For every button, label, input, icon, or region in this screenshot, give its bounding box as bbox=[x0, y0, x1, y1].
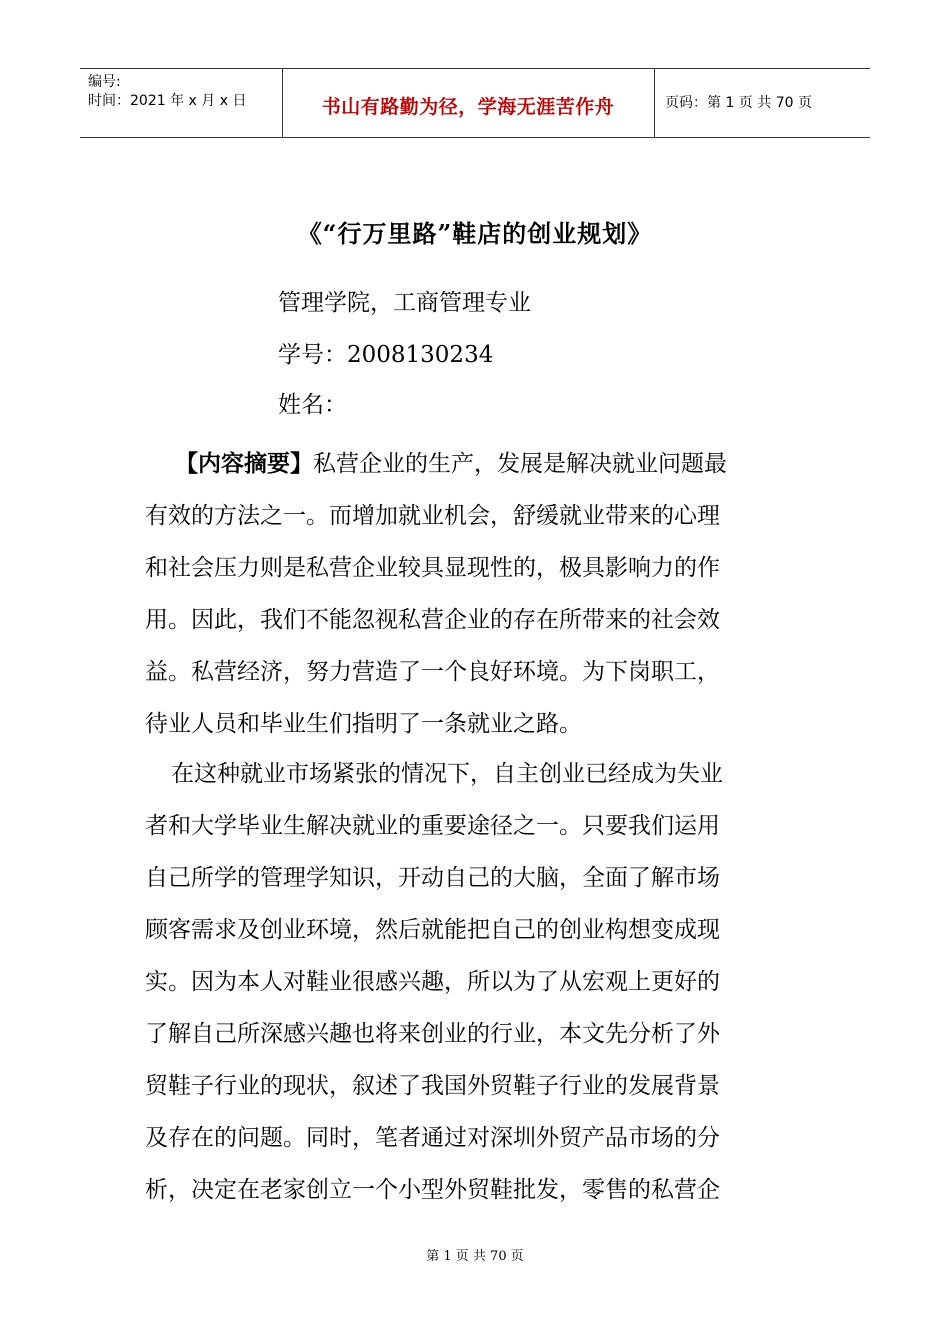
document-title: 《“行万里路”鞋店的创业规划》 bbox=[297, 219, 653, 248]
body-line: 实。因为本人对鞋业很感兴趣，所以为了从宏观上更好的 bbox=[145, 969, 720, 995]
name-line: 姓名： bbox=[278, 392, 347, 418]
body-line: 及存在的问题。同时，笔者通过对深圳外贸产品市场的分 bbox=[145, 1125, 720, 1151]
body-line: 贸鞋子行业的现状，叙述了我国外贸鞋子行业的发展背景 bbox=[145, 1073, 720, 1099]
body-paragraph bbox=[145, 748, 805, 1216]
abstract-line: 待业人员和毕业生们指明了一条就业之路。 bbox=[145, 711, 582, 737]
abstract-line: 益。私营经济，努力营造了一个良好环境。为下岗职工， bbox=[145, 659, 720, 685]
header-right-cell bbox=[655, 69, 870, 137]
abstract-line: 和社会压力则是私营企业较具显现性的，极具影响力的作 bbox=[145, 555, 720, 581]
page-footer: 第 1 页 共 70 页 bbox=[426, 1249, 524, 1264]
header-left-cell bbox=[80, 69, 283, 137]
body-line: 了解自己所深感兴趣也将来创业的行业，本文先分析了外 bbox=[145, 1021, 720, 1047]
page-info: 页码：第 1 页 共 70 页 bbox=[665, 95, 812, 111]
department-line: 管理学院，工商管理专业 bbox=[278, 290, 531, 316]
header-motto-cell bbox=[282, 69, 655, 137]
abstract-label: 【内容摘要】 bbox=[175, 450, 313, 477]
body-line: 者和大学毕业生解决就业的重要途径之一。只要我们运用 bbox=[145, 813, 720, 839]
abstract-paragraph bbox=[145, 438, 805, 750]
body-line: 在这种就业市场紧张的情况下，自主创业已经成为失业 bbox=[171, 761, 723, 787]
body-line: 自己所学的管理学知识，开动自己的大脑，全面了解市场 bbox=[145, 865, 720, 891]
document-header bbox=[80, 68, 870, 138]
abstract-line bbox=[145, 438, 805, 490]
abstract-text: 私营企业的生产，发展是解决就业问题最 bbox=[313, 451, 727, 477]
student-id-line: 学号：2008130234 bbox=[278, 342, 494, 368]
abstract-line: 有效的方法之一。而增加就业机会，舒缓就业带来的心理 bbox=[145, 503, 720, 529]
motto-text: 书山有路勤为径，学海无涯苦作舟 bbox=[321, 96, 615, 118]
time-label: 时间：2021 年 x 月 x 日 bbox=[88, 93, 247, 109]
code-label: 编号: bbox=[88, 74, 121, 90]
body-line: 析，决定在老家创立一个小型外贸鞋批发，零售的私营企 bbox=[145, 1177, 720, 1203]
abstract-line: 用。因此，我们不能忽视私营企业的存在所带来的社会效 bbox=[145, 607, 720, 633]
body-line: 顾客需求及创业环境，然后就能把自己的创业构想变成现 bbox=[145, 917, 720, 943]
